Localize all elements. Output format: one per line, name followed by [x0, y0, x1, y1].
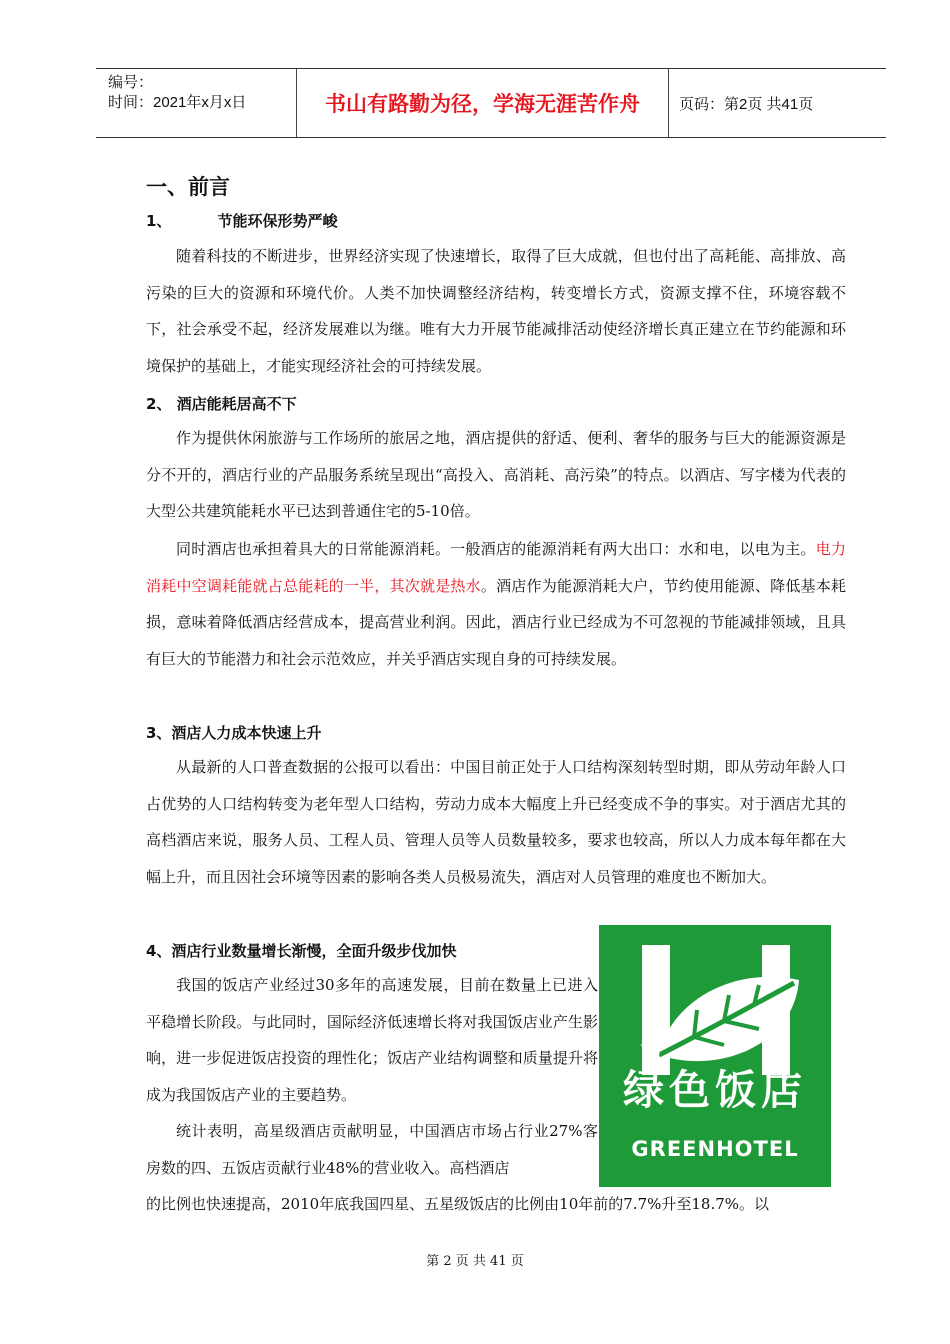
- paragraph-2: 作为提供休闲旅游与工作场所的旅居之地，酒店提供的舒适、便利、奢华的服务与巨大的能源资源是分不开的，酒店行业的产品服务系统呈现出“高投入、高消耗、高污染”的特点。以酒店、写字楼为代表的大型公共建筑能耗水平已达到普通住宅的5-10倍。: [146, 429, 846, 520]
- heading-1-title: 节能环保形势严峻: [217, 212, 338, 230]
- logo-cn-text: 绿色饭店: [623, 1066, 807, 1114]
- paragraph-3-b: 。酒店作为能源消耗大户，节约使用能源、降低基本耗损，意味着降低酒店经营成本，提高营业利润。因此，酒店行业已经成为不可忽视的节能减排领域，且具有巨大的节能潜力和社会示范效应，并关乎酒店实现自身的可持续发展。: [146, 576, 846, 668]
- time-label: 时间：2021年x月x日: [108, 94, 247, 111]
- paragraph-5: 我国的饭店产业经过30多年的高速发展，目前在数量上已进入平稳增长阶段。与此同时，国际经济低速增长将对我国饭店业产生影响，进一步促进饭店投资的理性化；饭店产业结构调整和质量提升将成为我国饭店产业的主要趋势。: [146, 976, 598, 1104]
- heading-3: 3、酒店人力成本快速上升: [146, 724, 322, 742]
- number-label: 编号：: [108, 74, 154, 91]
- heading-2: 2、 酒店能耗居高不下: [146, 395, 297, 413]
- header-meta-cell: [96, 69, 297, 137]
- heading-1-num: 1、: [146, 212, 172, 230]
- heading-1: [146, 210, 337, 231]
- paragraph-3-a: 同时酒店也承担着具大的日常能源消耗。一般酒店的能源消耗有两大出口：水和电，以电为主。: [176, 540, 816, 558]
- paragraph-3-highlight: 电力消耗中空调耗能就占总能耗的一半，其次就是热水: [146, 540, 846, 595]
- paragraph-1: 随着科技的不断进步，世界经济实现了快速增长，取得了巨大成就，但也付出了高耗能、高排放、高污染的巨大的资源和环境代价。人类不加快调整经济结构，转变增长方式，资源支撑不住，环境容载不下，社会承受不起，经济发展难以为继。唯有大力开展节能减排活动使经济增长真正建立在节约能源和环境保护的基础上，才能实现经济社会的可持续发展。: [146, 247, 846, 375]
- heading-4: 4、酒店行业数量增长渐慢，全面升级步伐加快: [146, 942, 457, 960]
- logo-en-text: GREENHOTEL: [631, 1137, 799, 1161]
- paragraph-4: 从最新的人口普查数据的公报可以看出：中国目前正处于人口结构深刻转型时期，即从劳动年龄人口占优势的人口结构转变为老年型人口结构，劳动力成本大幅度上升已经变成不争的事实。对于酒店尤其的高档酒店来说，服务人员、工程人员、管理人员等人员数量较多，要求也较高，所以人力成本每年都在大幅上升，而且因社会环境等因素的影响各类人员极易流失，酒店对人员管理的难度也不断加大。: [146, 758, 846, 886]
- paragraph-6-tail: 的比例也快速提高，2010年底我国四星、五星级饭店的比例由10年前的7.7%升至18.7%。以: [146, 1195, 770, 1213]
- page-footer: 第 2 页 共 41 页: [426, 1254, 524, 1269]
- header-motto: 书山有路勤为径，学海无涯苦作舟: [297, 69, 669, 137]
- green-hotel-logo: [599, 925, 831, 1187]
- header-table: [96, 68, 886, 138]
- paragraph-6: 统计表明，高星级酒店贡献明显，中国酒店市场占行业27%客房数的四、五饭店贡献行业48%的营业收入。高档酒店: [146, 1122, 598, 1177]
- section-title: 一、前言: [146, 175, 230, 199]
- paragraph-3: [146, 531, 846, 677]
- header-page-label: 页码：第2页 共41页: [679, 95, 814, 113]
